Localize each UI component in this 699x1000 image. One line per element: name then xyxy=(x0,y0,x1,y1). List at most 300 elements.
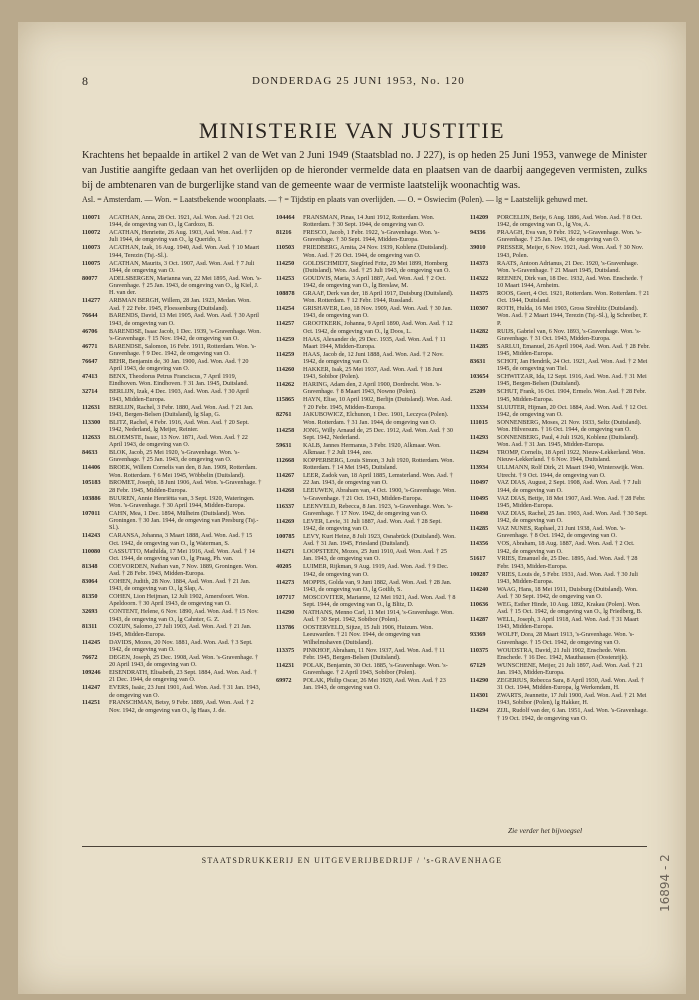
entry-number: 114259 xyxy=(276,350,295,358)
entry-text: BUUREN, Annie Henriëtta van, 3 Sept. 1920, Wateringen. Won. 's-Gravenhage. † 30 April 1944, Midden-Europa. xyxy=(109,494,255,509)
list-item xyxy=(82,699,262,714)
list-item xyxy=(82,275,262,297)
list-item xyxy=(276,214,456,229)
entry-number: 93369 xyxy=(470,631,486,639)
entry-number: 114250 xyxy=(276,259,295,267)
entry-number: 32714 xyxy=(82,388,98,396)
entry-number: 51617 xyxy=(470,555,486,563)
entry-number: 114254 xyxy=(276,305,295,313)
list-item xyxy=(82,388,262,403)
entry-number: 81348 xyxy=(82,562,98,570)
list-item xyxy=(276,260,456,275)
entry-text: CAHN, Mea, 1 Dec. 1894, Mülheim (Duitsland). Won. Groningen. † 30 Jan. 1944, de omgeving van Presburg (Tsj.-Sl.). xyxy=(109,509,259,532)
list-item xyxy=(470,586,650,601)
entry-text: MOPPIS, Golda van, 9 Juni 1882, Asd. Won. Asd. † 28 Jan. 1943, de omgeving van O., lg Gotlib, S. xyxy=(303,578,452,593)
list-item xyxy=(470,540,650,555)
entry-number: 114258 xyxy=(276,426,295,434)
entry-number: 114375 xyxy=(470,289,489,297)
entry-text: PRAAGH, Eva van, 9 Febr. 1922, 's-Gravenhage. Won. 's-Gravenhage. † 25 Jan. 1943, de omgeving van O. xyxy=(497,229,642,244)
list-item xyxy=(470,662,650,677)
list-item xyxy=(276,518,456,533)
entry-number: 103886 xyxy=(82,494,101,502)
list-item xyxy=(82,608,262,623)
list-item xyxy=(276,366,456,381)
entry-number: 67129 xyxy=(470,661,486,669)
list-item xyxy=(470,707,650,722)
entry-text: ZIJL, Rudolf van der, 6 Jan. 1951, Asd. Won. 's-Gravenhage. † 19 Oct. 1942, de omgeving van O. xyxy=(497,707,648,722)
list-item xyxy=(82,623,262,638)
list-item xyxy=(82,495,262,510)
list-item xyxy=(276,427,456,442)
entry-number: 113375 xyxy=(276,646,295,654)
list-column-1 xyxy=(82,214,262,804)
list-item xyxy=(470,479,650,494)
entry-number: 110497 xyxy=(470,479,489,487)
entry-number: 110375 xyxy=(470,646,489,654)
entry-text: EVERS, Isaäc, 23 Juni 1901, Asd. Won. Asd. † 31 Jan. 1943, de omgeving van O. xyxy=(109,684,261,699)
entry-number: 46771 xyxy=(82,342,98,350)
list-item xyxy=(276,594,456,609)
list-item xyxy=(276,305,456,320)
list-item xyxy=(470,692,650,707)
list-item xyxy=(470,260,650,275)
entry-number: 113300 xyxy=(82,418,101,426)
entry-text: HAAS, Jacob de, 12 Juni 1888, Asd. Won. Asd. † 2 Nov. 1942, de omgeving van O. xyxy=(303,350,444,365)
list-item xyxy=(276,320,456,335)
entry-number: 113786 xyxy=(276,624,295,632)
list-item xyxy=(82,654,262,669)
entry-text: PRESSER, Meijer, 6 Nov. 1921, Asd. Won. Asd. † 30 Nov. 1943, Polen. xyxy=(497,244,644,259)
list-item xyxy=(82,532,262,547)
list-item xyxy=(470,275,650,290)
entry-text: CONTENT, Helene, 6 Nov. 1890, Asd. Won. Asd. † 15 Nov. 1943, de omgeving van O., lg Cahnter, G. Z. xyxy=(109,608,259,623)
list-item xyxy=(470,525,650,540)
entry-text: JAKUBOWICZ, Elchunon, 1 Dec. 1901, Leczyca (Polen). Won. Rotterdam. † 31 Jan. 1944, de omgeving van O. xyxy=(303,411,449,426)
entry-number: 110073 xyxy=(82,244,101,252)
list-item xyxy=(82,669,262,684)
entry-text: PORCELIJN, Betje, 6 Aug. 1886, Asd. Won. Asd. † 8 Oct. 1942, de omgeving van O., lg Vos, A. xyxy=(497,214,643,229)
list-item xyxy=(276,411,456,426)
entry-number: 81311 xyxy=(82,623,98,631)
list-item xyxy=(470,677,650,692)
entry-text: HAAS, Alexander de, 29 Dec. 1935, Asd. Won. Asd. † 11 Maart 1944, Midden-Europa. xyxy=(303,335,446,350)
entry-number: 114243 xyxy=(82,532,101,540)
entry-text: PINKHOF, Abraham, 11 Nov. 1937, Asd. Won. Asd. † 11 Febr. 1945, Bergen-Belsen (Duitsland). xyxy=(303,646,446,661)
list-item xyxy=(276,662,456,677)
entry-text: ACATHAN, Anna, 28 Oct. 1921, Asl. Won. Asd. † 21 Oct. 1944, de omgeving van O., lg Cardozo, B. xyxy=(109,214,255,229)
entry-text: ACATHAN, Izak, 16 Aug. 1940, Asd. Won. Asd. † 10 Maart 1944, Terezin (Tsj.-Sl.). xyxy=(109,244,260,259)
entry-number: 40205 xyxy=(276,563,292,571)
entry-number: 114285 xyxy=(470,525,489,533)
entry-number: 107011 xyxy=(82,509,101,517)
entry-number: 113334 xyxy=(470,403,489,411)
entry-text: VRIES, Louis de, 5 Febr. 1931, Asd. Won. Asd. † 30 Juli 1943, Midden-Europa. xyxy=(497,570,639,585)
entry-text: REENEN, Dirk van, 18 Dec. 1932, Asd. Won. Enschede. † 10 Maart 1944, Arnheim. xyxy=(497,274,643,290)
printer-imprint: STAATSDRUKKERIJ EN UITGEVERIJBEDRIJF / 's-GRAVENHAGE xyxy=(201,856,503,865)
list-item xyxy=(82,244,262,259)
entry-number: 114277 xyxy=(82,297,101,305)
entry-text: LEER, Zadok van, 18 April 1885, Lemsterland. Won. Asd. † 22 Jan. 1943, de omgeving van O. xyxy=(303,472,453,487)
entry-number: 116337 xyxy=(276,502,295,510)
entry-text: SCHOT, Jan Hendrik, 24 Oct. 1921, Asd. Won. Asd. † 2 Mei 1945, de omgeving van Tiel. xyxy=(497,357,648,373)
entry-text: COZIJN, Salomo, 27 Juli 1903, Asd. Won. Asd. † 21 Jan. 1945, Midden-Europa. xyxy=(109,623,252,638)
entry-text: LUIMER, Rijkman, 9 Aug. 1919, Asd. Won. Asd. † 9 Dec. 1942, de omgeving van O. xyxy=(303,563,449,578)
entry-text: FRANSCHMAN, Betsy, 9 Febr. 1889, Asd. Won. Asd. † 2 Nov. 1942, de omgeving van O., lg Haas, J. de. xyxy=(109,699,254,714)
entry-text: SARLUI, Emanuel, 26 April 1904, Asd. Won. Asd. † 28 Febr. 1945, Midden-Europa. xyxy=(497,342,650,358)
entry-text: SCHWITZAR, Ida, 12 Sept. 1916, Asd. Won. Asd. † 31 Mei 1945, Bergen-Belsen (Duitsland). xyxy=(497,373,647,388)
entry-text: FRIEDBERG, Arnita, 24 Nov. 1939, Koblenz (Duitsland). Won. Asd. † 26 Oct. 1944, de omgeving van O. xyxy=(303,244,448,259)
page-title: MINISTERIE VAN JUSTITIE xyxy=(198,118,506,143)
entry-number: 114301 xyxy=(470,692,489,700)
entry-text: VRIES, Emanuel de, 25 Dec. 1895, Asd. Won. Asd. † 28 Febr. 1943, Midden-Europa. xyxy=(497,555,638,570)
list-column-2 xyxy=(276,214,456,804)
list-item xyxy=(276,472,456,487)
entry-number: 114231 xyxy=(276,661,295,669)
list-item xyxy=(470,571,650,586)
entry-text: EISENDRATH, Elisabeth, 23 Sept. 1884, Asd. Won. Asd. † 21 Dec. 1944, de omgeving van O. xyxy=(109,669,257,684)
entry-text: LEENVELD, Rebecca, 8 Jan. 1923, 's-Gravenhage. Won. 's-Gravenhage. † 17 Nov. 1942, de omgeving van O. xyxy=(303,502,453,517)
list-column-3 xyxy=(470,214,650,804)
list-item xyxy=(82,312,262,327)
entry-number: 82761 xyxy=(276,411,292,419)
entry-number: 114290 xyxy=(470,676,489,684)
entry-text: ULLMANN, Rolf Dirk, 21 Maart 1940, Winterswijk. Won. Utrecht. † 9 Oct. 1944, de omgeving van O. xyxy=(497,464,644,479)
list-item xyxy=(470,343,650,358)
entry-number: 114240 xyxy=(470,585,489,593)
entry-text: COEVORDEN, Nathan van, 7 Nov. 1889, Groningen. Won. Asd. † 28 Febr. 1943, Midden-Europa. xyxy=(109,562,258,578)
entry-text: DAVIDS, Mozes, 20 Nov. 1881, Asd. Won. Asd. † 3 Sept. 1942, de omgeving van O. xyxy=(109,638,253,653)
entry-text: BERLIJN, Rachel, 3 Febr. 1880, Asd. Won. Asd. † 21 Jan. 1943, Bergen-Belsen (Duitsland), lg Slap, G. xyxy=(109,403,254,418)
entry-number: 110636 xyxy=(470,600,489,608)
list-item xyxy=(276,548,456,563)
entry-number: 114293 xyxy=(470,433,489,441)
list-item xyxy=(470,214,650,229)
entry-text: POLAK, Benjamin, 30 Oct. 1885, 's-Gravenhage. Won. 's-Gravenhage. † 2 April 1943, Sobibor (Polen). xyxy=(303,661,448,677)
entry-text: SONNENBERG, Paul, 4 Juli 1926, Koblenz (Duitsland). Won. Asd. † 31 Jan. 1945, Midden-Europa. xyxy=(497,433,639,449)
entry-number: 100785 xyxy=(276,532,295,540)
abbreviation-legend: Asl. = Amsterdam. — Won. = Laatstbekende woonplaats. — † = Tijdstip en plaats van overlijden. — O. = Oswiecim (Polen). — lg = Laatstelijk gehuwd met. xyxy=(82,195,588,204)
list-item xyxy=(470,449,650,464)
entry-number: 83631 xyxy=(470,357,486,365)
entry-text: RUIJS, Gabriel van, 6 Nov. 1893, 's-Gravenhage. Won. 's-Gravenhage. † 31 Oct. 1943, Midden-Europa. xyxy=(497,327,641,342)
entry-number: 111015 xyxy=(470,418,488,426)
entry-text: GOUDVIS, Maria, 3 April 1887, Asd. Won. Asd. † 2 Oct. 1942, de omgeving van O., lg Breslaw, M. xyxy=(303,274,446,290)
intro-paragraph: Krachtens het bepaalde in artikel 2 van de Wet van 2 Juni 1949 (Staatsblad no. J 227), is op heden 25 Juni 1953, vanwege de Minister van Justitie aangifte gedaan van het overlijden op de hieronder vermelde data en plaatsen van de daarbij aangegeven vermisten, zulks bij de ambtenaren van de burgerlijke stand van de gemeente waar de vermiste laatstelijk woonachtig was. xyxy=(82,150,647,191)
list-item xyxy=(470,244,650,259)
entry-number: 94336 xyxy=(470,229,486,237)
list-item xyxy=(470,510,650,525)
list-item xyxy=(470,404,650,419)
list-item xyxy=(470,495,650,510)
entry-text: ROTH, Hulda, 16 Mei 1903, Gross Strehlitz (Duitsland). Won. Asd. † 2 Maart 1944, Terezin (Tsj.-Sl.), lg Schreiber, F. P. xyxy=(497,305,648,327)
entry-text: BARENDSE, Isaac Jacob, 1 Dec. 1939, 's-Gravenhage. Won. 's-Gravenhage. † 15 Nov. 1942, de omgeving van O. xyxy=(109,327,261,342)
list-item xyxy=(276,229,456,244)
entry-number: 114282 xyxy=(470,327,489,335)
list-item xyxy=(82,373,262,388)
entry-number: 114269 xyxy=(276,517,295,525)
list-item xyxy=(82,479,262,494)
list-item xyxy=(470,464,650,479)
list-item xyxy=(470,601,650,616)
entry-number: 112633 xyxy=(82,433,101,441)
list-item xyxy=(82,260,262,275)
entry-text: GOLDSCHMIDT, Siegfried Fritz, 29 Mei 1899, Homberg (Duitsland). Won. Asd. † 25 Juli 1943, de omgeving van O. xyxy=(303,259,451,274)
list-item xyxy=(470,328,650,343)
entry-text: MOSCOVITER, Marianne, 12 Mei 1921, Asd. Won. Asd. † 8 Sept. 1944, de omgeving van O., lg Blitz, D. xyxy=(303,593,456,608)
list-item xyxy=(276,503,456,518)
list-item xyxy=(276,609,456,624)
page-number: 8 xyxy=(82,74,88,88)
entry-text: WUNSCHENE, Meijer, 21 Juli 1897, Asd. Won. Asd. † 21 Jan. 1943, Midden-Europa. xyxy=(497,661,643,677)
entry-number: 110495 xyxy=(470,494,489,502)
entry-number: 114322 xyxy=(470,274,489,282)
entry-number: 114356 xyxy=(470,540,489,548)
handwritten-archive-note: 16894 - 2 xyxy=(658,854,672,912)
entry-number: 108878 xyxy=(276,289,295,297)
entry-text: WOLFF, Dora, 28 Maart 1913, 's-Gravenhage. Won. 's-Gravenhage. † 15 Oct. 1942, de omgeving van O. xyxy=(497,631,635,646)
entry-text: JONG, Willy Arnaud de, 25 Dec. 1912, Asd. Won. Asd. † 30 Sept. 1942, Nederland. xyxy=(303,426,453,441)
entry-text: CARANSA, Johanna, 3 Maart 1888, Asd. Won. Asd. † 15 Oct. 1942, de omgeving van O., lg Waterman, S. xyxy=(109,532,253,547)
entry-number: 114251 xyxy=(82,699,101,707)
continued-note: Zie verder het bijvoegsel xyxy=(508,826,583,835)
list-item xyxy=(470,616,650,631)
newspaper-page xyxy=(18,22,686,994)
list-item xyxy=(82,464,262,479)
list-item xyxy=(276,396,456,411)
entry-text: KALB, Jannes Hermanus, 3 Febr. 1920, Alkmaar. Won. Alkmaar. † 2 Juli 1944, zee. xyxy=(303,441,441,457)
entry-text: ZEGERIUS, Rebecca Sara, 8 April 1930, Asd. Won. Asd. † 31 Oct. 1944, Midden-Europa, lg Werkendam, H. xyxy=(497,676,645,692)
entry-text: HAYN, Elise, 10 April 1902, Berlijn (Duitsland). Won. Asd. † 20 Febr. 1945, Midden-Europa. xyxy=(303,396,453,411)
entry-text: HARING, Adam den, 2 April 1900, Dordrecht. Won. 's-Gravenhage. † 8 Maart 1943, Nowno (Polen). xyxy=(303,381,442,396)
entry-number: 115865 xyxy=(276,396,295,404)
entry-number: 114294 xyxy=(470,707,489,715)
entry-number: 112631 xyxy=(82,403,101,411)
entry-number: 114290 xyxy=(276,608,295,616)
entry-text: BLITZ, Rachel, 4 Febr. 1916, Asd. Won. Asd. † 20 Sept. 1942, Nederland, lg Meijer, Reinier. xyxy=(109,418,249,434)
entry-text: HAKKER, Isak, 25 Mei 1937, Asd. Won. Asd. † 18 Juni 1943, Sobibor (Polen). xyxy=(303,365,443,381)
list-item xyxy=(82,510,262,532)
list-item xyxy=(470,290,650,305)
entry-number: 25209 xyxy=(470,388,486,396)
entry-number: 114268 xyxy=(276,487,295,495)
entry-text: NATHANS, Menno Carl, 11 Mei 1914, 's-Gravenhage. Won. Asd. † 30 Sept. 1942, Sobibor (Polen). xyxy=(303,608,454,624)
list-item xyxy=(276,533,456,548)
entry-text: BARENDSE, Salomon, 16 Febr. 1911, Rotterdam. Won. 's-Gravenhage. † 9 Dec. 1942, de omgeving van O. xyxy=(109,342,257,358)
entry-number: 110071 xyxy=(82,214,101,221)
entry-number: 114257 xyxy=(276,320,295,328)
entry-number: 114259 xyxy=(276,335,295,343)
entry-number: 83064 xyxy=(82,577,98,585)
list-item xyxy=(276,457,456,472)
list-item xyxy=(82,419,262,434)
entry-text: DEGEN, Joseph, 25 Dec. 1908, Asd. Won. 's-Gravenhage. † 20 April 1943, de omgeving van O. xyxy=(109,653,259,669)
entry-text: LEVER, Levie, 31 Juli 1887, Asd. Won. Asd. † 28 Sept. 1942, de omgeving van O. xyxy=(303,517,442,533)
entry-text: VAZ DIAS, Bettje, 18 Mei 1907, Asd. Won. Asd. † 28 Febr. 1945, Midden-Europa. xyxy=(497,494,646,509)
entry-number: 59631 xyxy=(276,441,292,449)
entry-number: 114262 xyxy=(276,381,295,389)
entry-text: ACATHAN, Maurits, 3 Oct. 1907, Asd. Won. Asd. † 7 Juli 1944, de omgeving van O. xyxy=(109,259,255,274)
list-item xyxy=(82,434,262,449)
entry-number: 105183 xyxy=(82,479,101,487)
entry-number: 114245 xyxy=(82,638,101,646)
list-item xyxy=(82,214,262,229)
entry-number: 114287 xyxy=(470,616,489,624)
entry-text: FRESCO, Jacob, 1 Febr. 1922, 's-Gravenhage. Won. 's-Gravenhage. † 30 Sept. 1944, Midden-Europa. xyxy=(303,229,440,244)
list-item xyxy=(82,548,262,563)
entry-text: RAATS, Antoon Adrianus, 21 Dec. 1920, 's-Gravenhage. Won. 's-Gravenhage. † 21 Maart 1945, Duitsland. xyxy=(497,259,639,274)
entry-number: 110080 xyxy=(82,547,101,555)
page-header xyxy=(82,74,642,92)
entry-number: 110075 xyxy=(82,259,101,267)
entry-text: SCHUT, Frank, 16 Oct. 1904, Ermelo. Won. Asd. † 28 Febr. 1945, Midden-Europa. xyxy=(497,388,647,403)
entry-text: LEEUWEN, Abraham van, 4 Oct. 1900, 's-Gravenhage. Won. 's-Gravenhage. † 21 Oct. 1943, Midden-Europa. xyxy=(303,487,456,502)
entry-number: 114285 xyxy=(470,342,489,350)
list-item xyxy=(82,639,262,654)
list-item xyxy=(82,297,262,312)
list-item xyxy=(276,563,456,578)
list-item xyxy=(276,244,456,259)
entry-text: FRANSMAN, Pinas, 14 Juni 1912, Rotterdam. Won. Rotterdam. † 30 Sept. 1944, de omgeving van O. xyxy=(303,214,435,229)
list-item xyxy=(470,358,650,373)
entry-text: GROOTKERK, Johanna, 9 April 1890, Asd. Won. Asd. † 12 Oct. 1942, de omgeving van O., lg Doos, L. xyxy=(303,320,453,335)
entry-number: 110307 xyxy=(470,305,489,313)
entry-number: 39010 xyxy=(470,244,486,252)
entry-text: BARENDS, David, 13 Mei 1905, Asd. Won. Asd. † 30 April 1943, de omgeving van O. xyxy=(109,312,259,327)
entry-text: ROOS, Geert, 4 Oct. 1921, Rotterdam. Won. Rotterdam. † 21 Oct. 1944, Duitsland. xyxy=(497,289,650,305)
entry-text: OOSTERVELD, Sijtze, 15 Juli 1906, Huizum. Won. Leeuwarden. † 21 Nov. 1944, de omgeving van Wilhelmshaven (Duitsland). xyxy=(303,624,434,646)
footer-divider xyxy=(82,846,647,847)
entry-number: 110498 xyxy=(470,509,489,517)
entry-text: BROMET, Joseph, 18 Juni 1906, Asd. Won. 's-Gravenhage. † 28 Febr. 1945, Midden-Europa. xyxy=(109,479,262,494)
entry-text: ACATHAN, Henriette, 26 Aug. 1903, Asd. Won. Asd. † 7 Juli 1944, de omgeving van O., lg Querido, I. xyxy=(109,229,253,244)
entry-number: 104464 xyxy=(276,214,295,221)
list-item xyxy=(82,328,262,343)
entry-number: 114209 xyxy=(470,214,489,221)
entry-text: VAZ DIAS, August, 2 Sept. 1908, Asd. Won. Asd. † 7 Juli 1944, de omgeving van O. xyxy=(497,479,642,494)
entry-number: 76647 xyxy=(82,357,98,365)
entry-text: COHEN, Lion Heijman, 12 Juli 1902, Amersfoort. Won. Apeldoorn. † 30 April 1943, de omgeving van O. xyxy=(109,593,249,608)
entry-number: 114267 xyxy=(276,472,295,480)
list-item xyxy=(82,229,262,244)
list-item xyxy=(276,381,456,396)
entry-number: 114373 xyxy=(470,259,489,267)
entry-text: ARBMAN BERGH, Willem, 28 Jan. 1923, Medan. Won. Asd. † 22 Febr. 1945, Floessenburg (Duitsland). xyxy=(109,297,251,312)
list-item xyxy=(276,442,456,457)
list-item xyxy=(82,578,262,593)
list-item xyxy=(276,290,456,305)
entry-text: POLAK, Philip Oscar, 26 Mei 1920, Asd. Won. Asd. † 23 Jan. 1943, de omgeving van O. xyxy=(303,676,446,692)
list-item xyxy=(276,647,456,662)
entry-text: GRISHAVER, Leo, 18 Nov. 1909, Asd. Won. Asd. † 30 Jan. 1943, de omgeving van O. xyxy=(303,305,453,320)
entry-number: 114271 xyxy=(276,548,295,556)
entry-number: 114294 xyxy=(470,449,489,457)
list-item xyxy=(276,624,456,646)
entry-text: KOPPERBERG, Louis Simon, 3 Juli 1920, Rotterdam. Won. Rotterdam. † 14 Mei 1945, Duitsland. xyxy=(303,457,454,472)
entry-text: WELL, Joseph, 3 April 1918, Asd. Won. Asd. † 31 Maart 1943, Midden-Europa. xyxy=(497,616,639,631)
entry-text: TROMP, Cornelis, 18 April 1922, Nieuw-Lekkerland. Won. Nieuw-Lekkerland. † 6 Nov. 1944, Duitsland. xyxy=(497,449,646,464)
entry-text: LEVY, Kurt Heinz, 8 Juli 1923, Osnabrück (Duitsland). Won. Asd. † 31 Jan. 1945, Friesland (Duitsland). xyxy=(303,532,456,548)
entry-number: 103654 xyxy=(470,373,489,381)
entry-number: 46706 xyxy=(82,327,98,335)
list-item xyxy=(276,487,456,502)
entry-text: ZWARTS, Jeannette, 17 Juli 1900, Asd. Won. Asd. † 21 Mei 1943, Sobibor (Polen), lg Hakker, H. xyxy=(497,692,647,707)
list-item xyxy=(276,351,456,366)
list-item xyxy=(82,684,262,699)
entry-text: BEHR, Benjamin de, 30 Jan. 1900, Asd. Won. Asd. † 20 April 1943, de omgeving van O. xyxy=(109,357,249,373)
entry-number: 113934 xyxy=(470,464,489,472)
entry-text: ADELSBERGEN, Marianna van, 22 Mei 1895, Asd. Won. 's-Gravenhage. † 25 Jan. 1943, de omgeving van O., lg Kiel, J. H. van der. xyxy=(109,274,262,297)
entry-number: 32693 xyxy=(82,608,98,616)
list-item xyxy=(276,677,456,692)
entry-number: 114273 xyxy=(276,578,295,586)
entry-number: 84633 xyxy=(82,449,98,457)
entry-text: GRAAF, Derk van der, 18 April 1917, Duisburg (Duitsland). Won. Rotterdam. † 12 Febr. 1944, Russland. xyxy=(303,289,454,305)
entry-number: 107717 xyxy=(276,593,295,601)
list-item xyxy=(470,388,650,403)
entry-number: 114406 xyxy=(82,464,101,472)
entry-number: 76672 xyxy=(82,653,98,661)
entry-number: 110503 xyxy=(276,244,295,252)
entry-number: 69972 xyxy=(276,676,292,684)
entry-number: 114260 xyxy=(276,365,295,373)
entry-text: WEG, Esther Hinde, 10 Aug. 1892, Krakau (Polen). Won. Asd. † 15 Oct. 1942, de omgeving van O., lg Friedberg, B. xyxy=(497,600,643,616)
entry-text: VAZ NUNES, Raphael, 21 Juni 1938, Asd. Won. 's-Gravenhage. † 8 Oct. 1942, de omgeving van O. xyxy=(497,525,626,540)
list-item xyxy=(470,434,650,449)
entry-number: 114247 xyxy=(82,684,101,692)
entry-text: LOOPSTEEN, Mozes, 25 Juni 1910, Asd. Won. Asd. † 25 Jan. 1943, de omgeving van O. xyxy=(303,548,447,563)
list-item xyxy=(276,275,456,290)
entry-text: SLUIJTER, Hijman, 20 Oct. 1884, Asd. Won. Asd. † 12 Oct. 1942, de omgeving van O. xyxy=(497,403,648,418)
list-item xyxy=(470,555,650,570)
list-item xyxy=(82,563,262,578)
entry-number: 81350 xyxy=(82,593,98,601)
entry-text: VOS, Abraham, 18 Aug. 1887, Asd. Won. Asd. † 2 Oct. 1942, de omgeving van O. xyxy=(497,540,635,555)
entry-text: COHEN, Judith, 28 Nov. 1884, Asd. Won. Asd. † 21 Jan. 1943, de omgeving van O., lg Slap, A. xyxy=(109,577,251,593)
entry-number: 100287 xyxy=(470,570,489,578)
entry-text: VAZ DIAS, Rachel, 25 Jan. 1903, Asd. Won. Asd. † 30 Sept. 1942, de omgeving van O. xyxy=(497,509,648,525)
entry-text: BLOEMSTE, Isaac, 13 Nov. 1871, Asd. Won. Asd. † 22 April 1943, de omgeving van O. xyxy=(109,433,248,449)
entry-text: BENX, Theodorus Petrus Franciscus, 7 April 1919, Eindhoven. Won. Eindhoven. † 31 Jan. 1945, Duitsland. xyxy=(109,373,249,388)
list-item xyxy=(82,593,262,608)
entry-text: WAAG, Hans, 18 Mei 1911, Duisburg (Duitsland). Won. Asd. † 30 Sept. 1942, de omgeving van O. xyxy=(497,585,638,601)
list-item xyxy=(470,373,650,388)
list-item xyxy=(470,305,650,327)
list-item xyxy=(82,449,262,464)
entry-text: SONNENBERG, Moses, 21 Nov. 1933, Seltz (Duitsland). Won. Hilversum. † 16 Oct. 1944, de omgeving van O. xyxy=(497,418,642,434)
entry-text: WOUDSTRA, David, 21 Juli 1902, Enschede. Won. Enschede. † 16 Dec. 1942, Mauthausen (Oostenrijk). xyxy=(497,646,629,661)
entry-number: 80077 xyxy=(82,274,98,282)
list-item xyxy=(82,343,262,358)
list-item xyxy=(82,358,262,373)
deceased-list xyxy=(82,214,651,804)
entry-text: BERLIJN, Izak, 4 Dec. 1903, Asd. Won. Asd. † 30 April 1943, Midden-Europa. xyxy=(109,388,249,403)
entry-number: 76644 xyxy=(82,312,98,320)
list-item xyxy=(470,631,650,646)
entry-text: BLOK, Jacob, 25 Mei 1920, 's-Gravenhage. Won. 's-Gravenhage. † 25 Jan. 1943, de omgeving van O. xyxy=(109,449,240,464)
list-item xyxy=(82,404,262,419)
list-item xyxy=(470,229,650,244)
entry-text: CASSUTTO, Mathilda, 17 Mei 1916, Asd. Won. Asd. † 14 Oct. 1944, de omgeving van O., lg Praag, Ph. van. xyxy=(109,547,255,562)
list-item xyxy=(276,579,456,594)
entry-number: 81216 xyxy=(276,229,292,237)
entry-number: 110072 xyxy=(82,229,101,237)
issue-date-line: DONDERDAG 25 JUNI 1953, No. 120 xyxy=(252,75,465,87)
entry-number: 114253 xyxy=(276,274,295,282)
entry-number: 112668 xyxy=(276,457,295,464)
list-item xyxy=(470,647,650,662)
entry-number: 109246 xyxy=(82,669,101,677)
entry-text: BROEK, Willem Cornelis van den, 8 Jan. 1909, Rotterdam. Won. Rotterdam. † 6 Mei 1945, Wöbbelin (Duitsland). xyxy=(109,464,257,479)
